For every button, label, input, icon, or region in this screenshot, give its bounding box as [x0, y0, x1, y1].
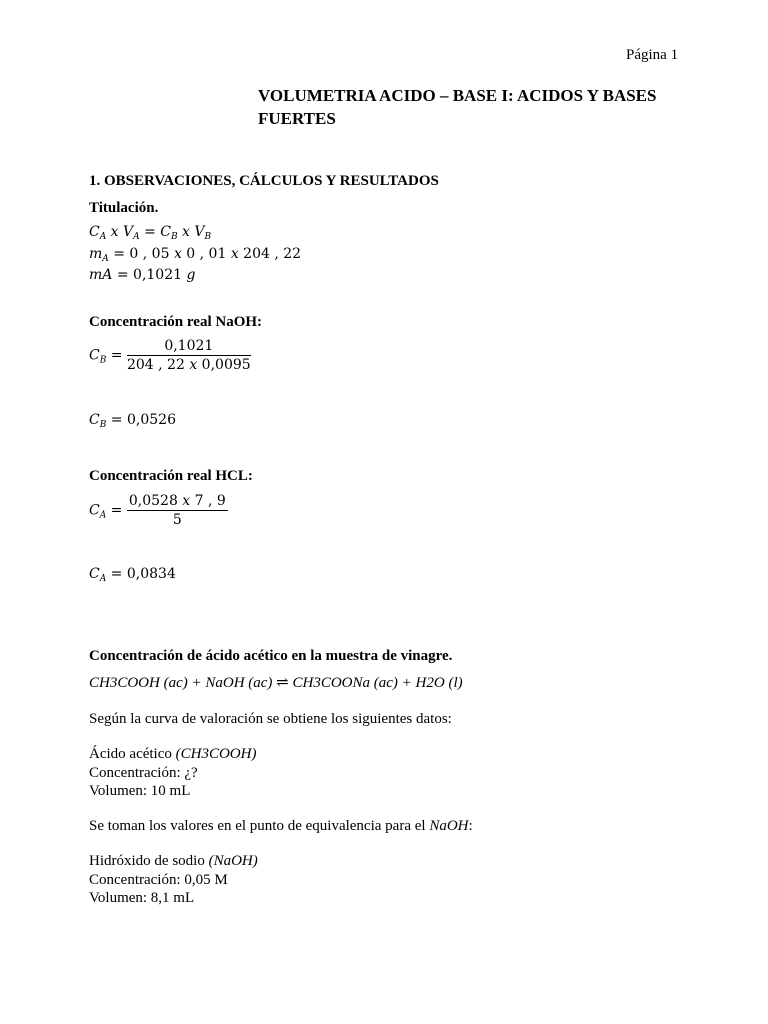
fraction-denominator: 5	[172, 512, 182, 528]
equivalence-text-main: Se toman los valores en el punto de equivalencia para el	[89, 818, 430, 834]
equation-naoh-result: $C_B = 0,0526$	[89, 412, 176, 430]
section-heading: 1. OBSERVACIONES, CÁLCULOS Y RESULTADOS	[89, 173, 439, 189]
hcl-heading: Concentración real HCL:	[89, 468, 253, 484]
equation-mass: $m_A = 0$ , 05 x 0 , 01 x 204 , 22	[89, 246, 302, 264]
equivalence-colon: :	[468, 818, 473, 834]
equation-hcl-fraction: $C_A$ = $\frac{0,0528 x 7 , 9}{5}$	[89, 493, 226, 528]
naoh-result-value: 0,0526	[126, 412, 176, 428]
fraction-numerator: 0,0528 x 7 , 9	[128, 493, 226, 509]
titulacion-heading: Titulación.	[89, 200, 159, 216]
equation-titration: $C_A$ x $V_A = C_B$ x $V_B$	[89, 224, 212, 242]
acetic-heading: Concentración de ácido acético en la muestra de vinagre.	[89, 648, 453, 664]
acid-formula: (CH3COOH)	[175, 746, 257, 762]
base-name	[89, 852, 258, 870]
base-name-text: Hidróxido de sodio	[89, 853, 209, 869]
curve-text: Según la curva de valoración se obtiene los siguientes datos:	[89, 711, 452, 727]
equation-mass-result: mA = 0,1021 g	[89, 267, 196, 283]
base-formula: (NaOH)	[208, 853, 258, 869]
fraction-naoh	[127, 338, 251, 373]
base-concentration: Concentración: 0,05 M	[89, 872, 228, 888]
document-title: VOLUMETRIA ACIDO – BASE I: ACIDOS Y BASES FUERTES	[258, 86, 657, 128]
base-volume: Volumen: 8,1 mL	[89, 890, 195, 906]
equation-hcl-result: $C_A = 0,0834$	[89, 566, 176, 584]
page-number: Página 1	[626, 47, 679, 63]
fraction-numerator: 0,1021	[127, 338, 251, 356]
fraction-hcl	[127, 493, 228, 528]
reaction-equation: CH3COOH (ac) + NaOH (ac) ⇌ CH3COONa (ac) + H2O (l)	[89, 675, 463, 691]
hcl-result-value: 0,0834	[126, 566, 176, 582]
acid-concentration: Concentración: ¿?	[89, 765, 198, 781]
fraction-denominator: 204 , 22 x 0,0095	[126, 357, 251, 373]
equation-naoh-fraction: $C_B$ = $\frac{0,1021}{204 , 22 x 0,0095}$	[89, 338, 251, 373]
equivalence-formula: NaOH	[429, 818, 469, 834]
equivalence-text	[89, 817, 473, 835]
acid-volume: Volumen: 10 mL	[89, 783, 191, 799]
acid-name	[89, 745, 256, 763]
acid-name-text: Ácido acético	[89, 746, 176, 762]
naoh-heading: Concentración real NaOH:	[89, 314, 263, 330]
